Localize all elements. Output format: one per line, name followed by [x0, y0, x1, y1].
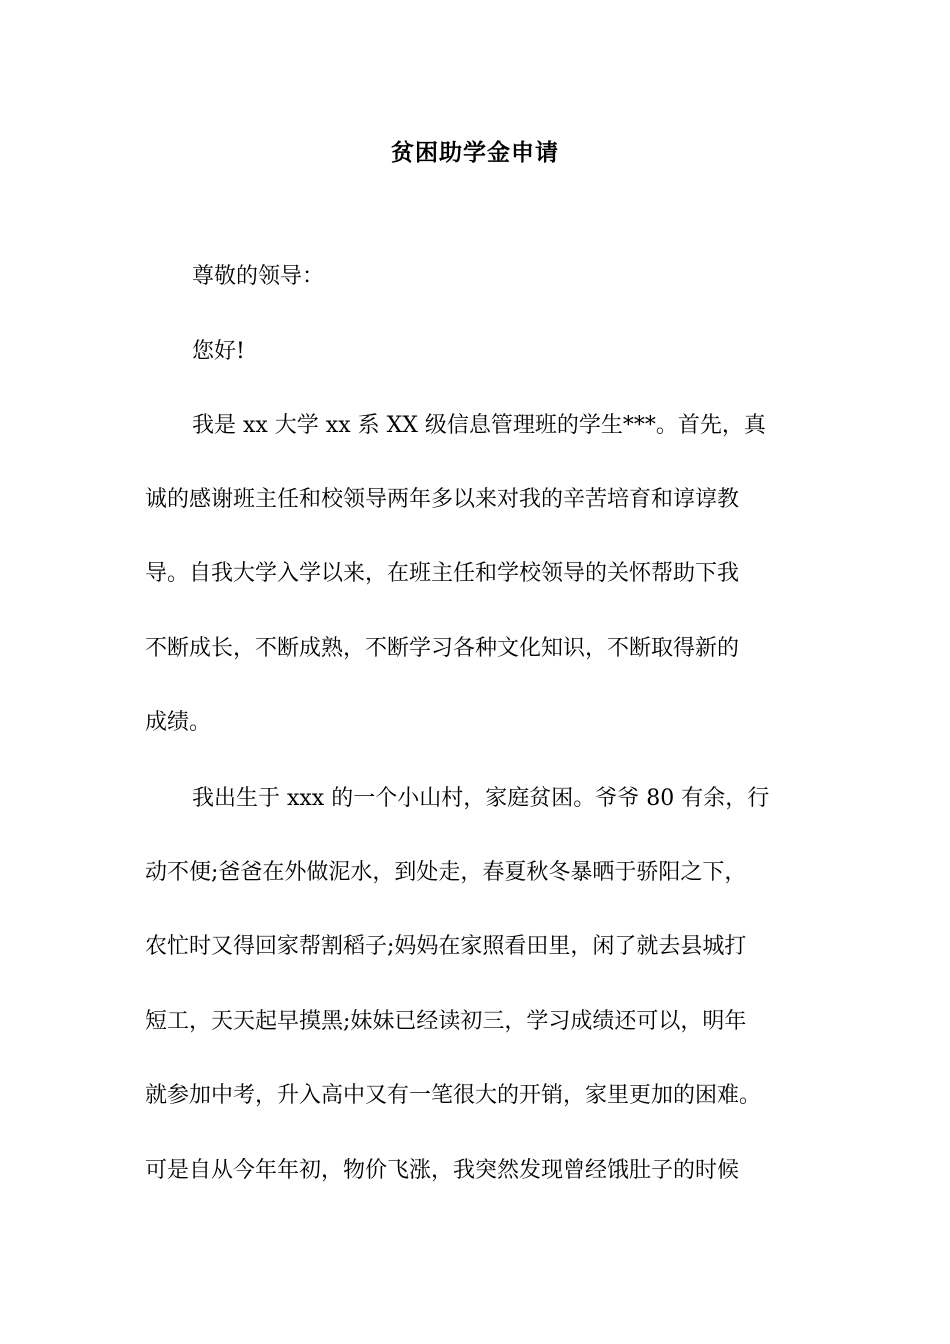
- document-title: 贫困助学金申请: [391, 140, 559, 166]
- salutation: 尊敬的领导：: [192, 264, 325, 289]
- greeting: 您好!: [192, 339, 245, 364]
- paragraph-line: 短工，天天起早摸黑;妹妹已经读初三，学习成绩还可以，明年: [145, 1009, 747, 1034]
- paragraph-line: 成绩。: [145, 710, 212, 735]
- paragraph-line: 我出生于 xxx 的一个小山村，家庭贫困。爷爷 80 有余，行: [192, 786, 770, 811]
- paragraph-line: 诚的感谢班主任和校领导两年多以来对我的辛苦培育和谆谆教: [145, 487, 740, 512]
- paragraph-line: 动不便;爸爸在外做泥水，到处走，春夏秋冬暴晒于骄阳之下，: [145, 860, 747, 885]
- paragraph-line: 导。自我大学入学以来，在班主任和学校领导的关怀帮助下我: [145, 561, 740, 586]
- paragraph-line: 就参加中考，升入高中又有一笔很大的开销，家里更加的困难。: [145, 1083, 762, 1108]
- paragraph-line: 我是 xx 大学 xx 系 XX 级信息管理班的学生***。首先，真: [192, 413, 766, 438]
- paragraph-line: 农忙时又得回家帮割稻子;妈妈在家照看田里，闲了就去县城打: [145, 934, 747, 959]
- paragraph-line: 可是自从今年年初，物价飞涨，我突然发现曾经饿肚子的时候: [145, 1158, 740, 1183]
- paragraph-line: 不断成长，不断成熟，不断学习各种文化知识，不断取得新的: [145, 636, 740, 661]
